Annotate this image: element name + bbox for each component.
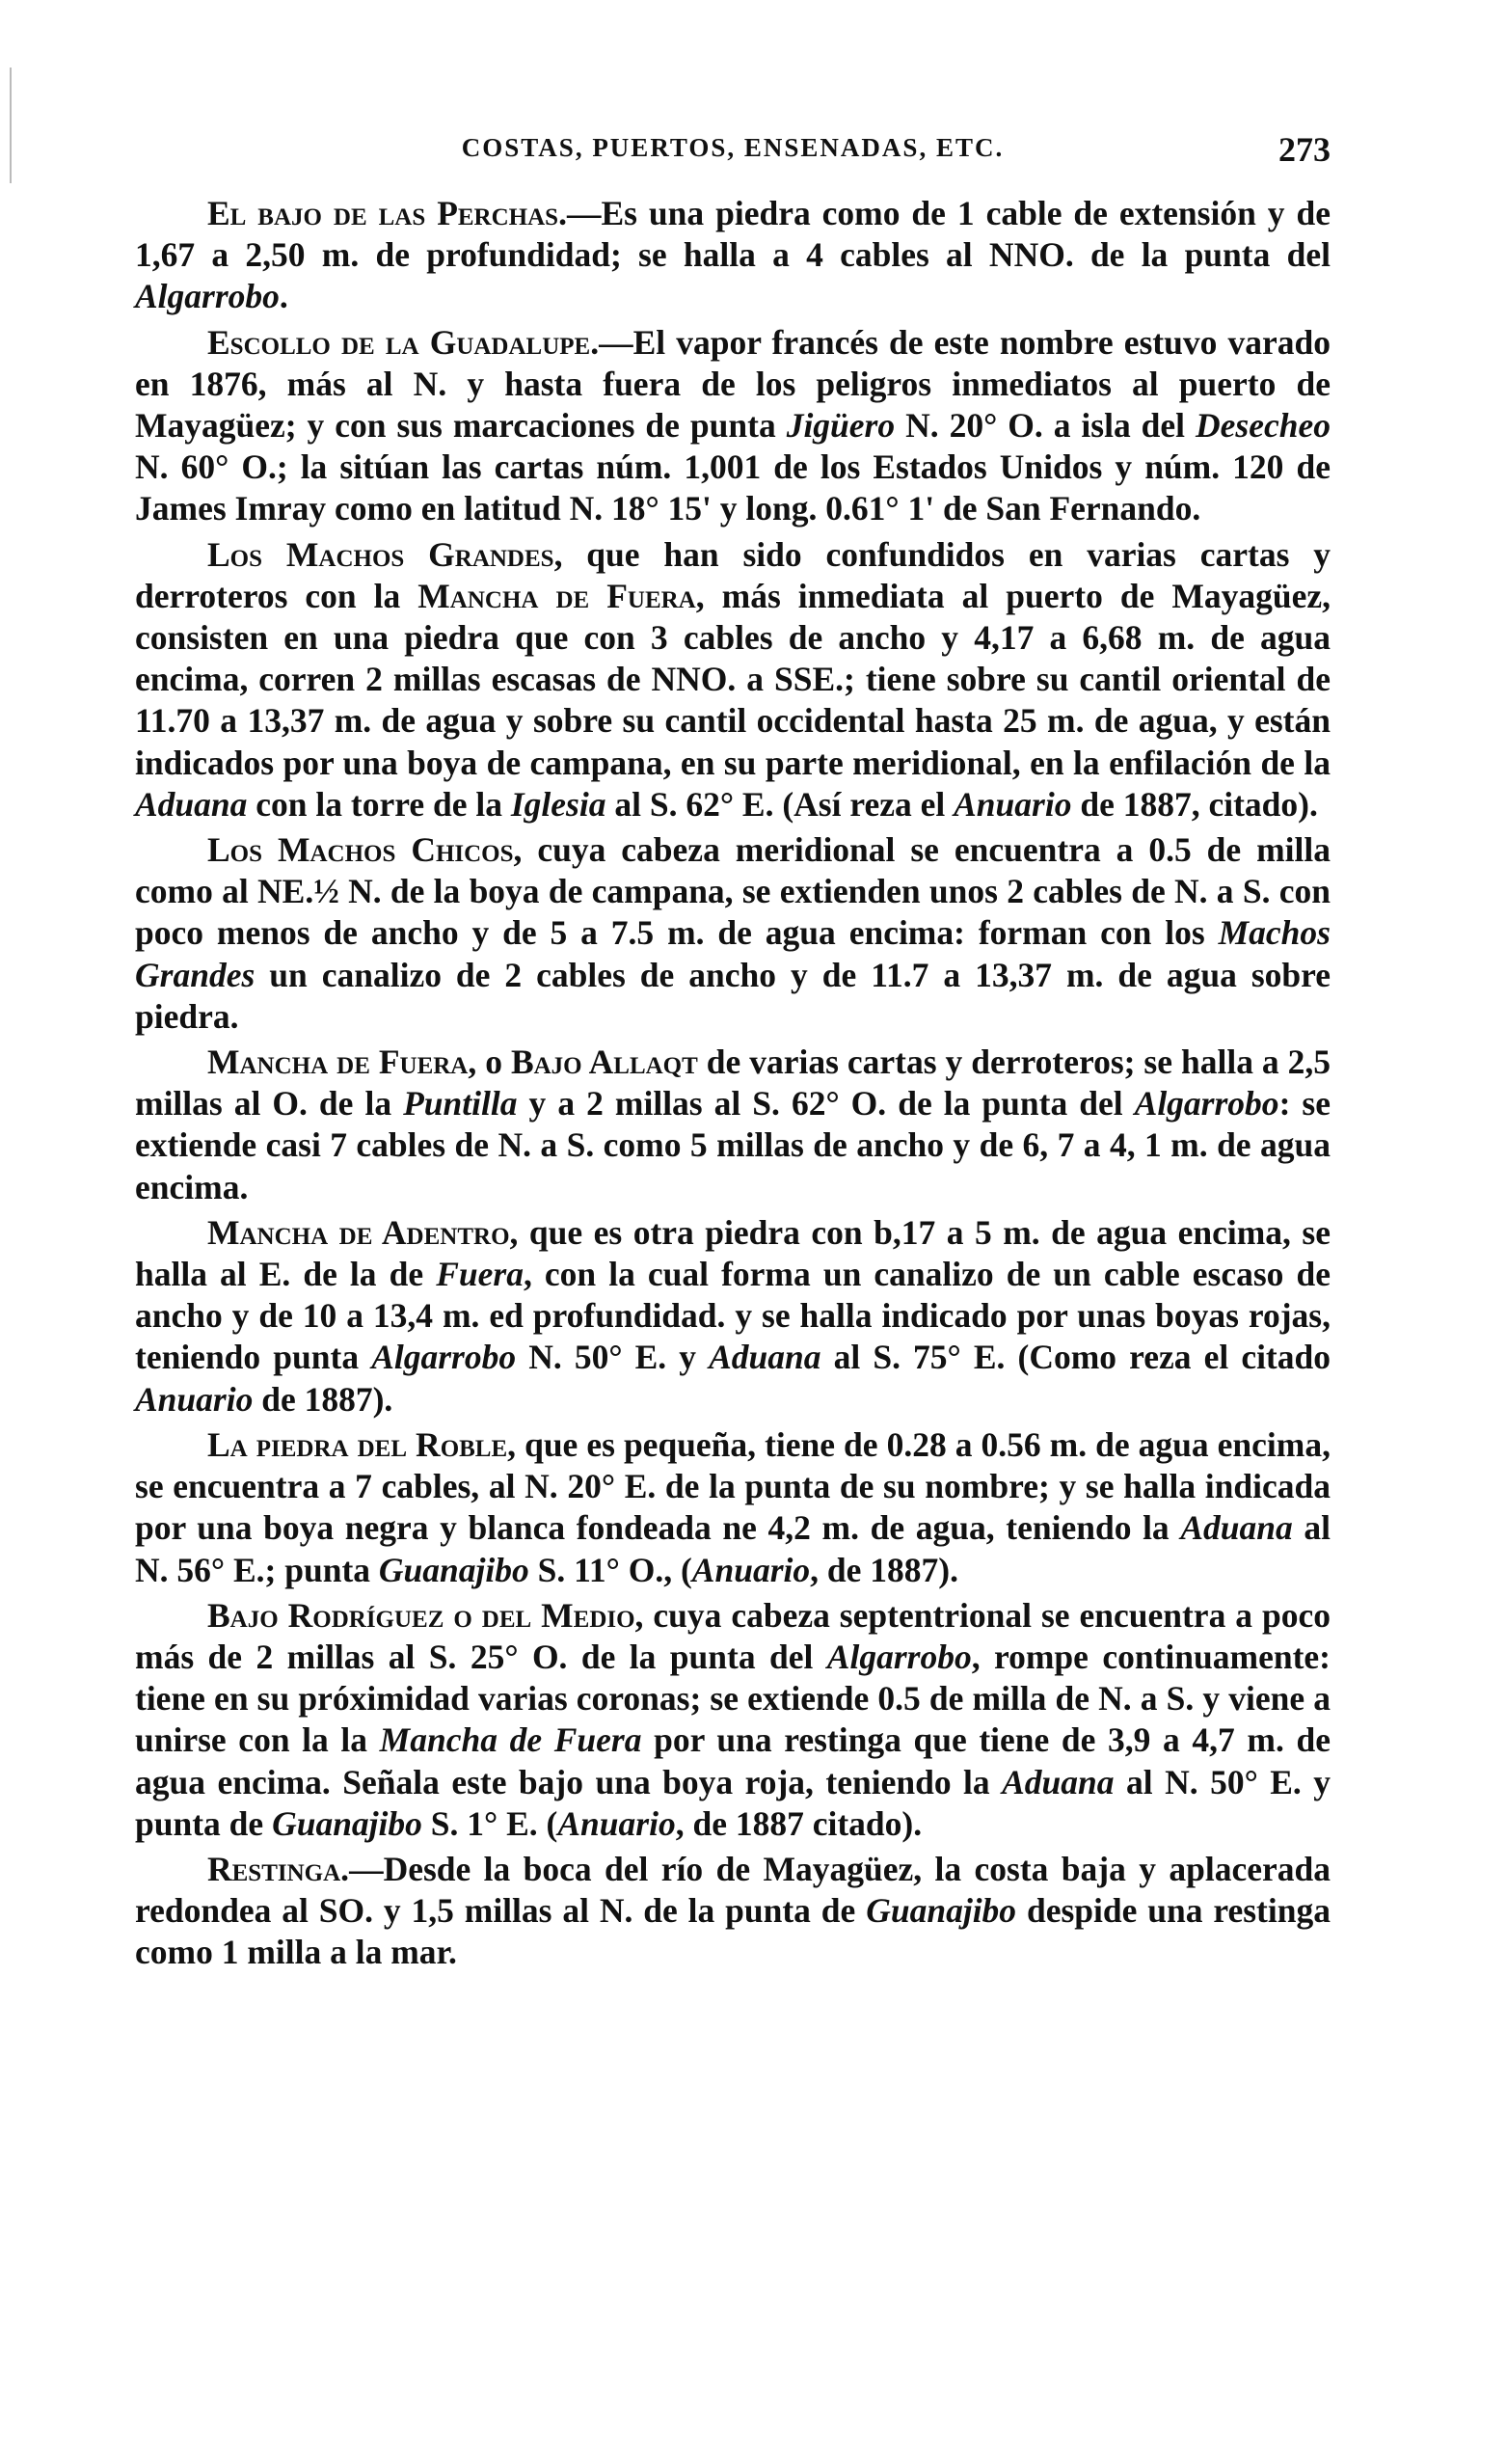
italic-term: Puntilla: [403, 1084, 518, 1124]
paragraph-text: , de 1887 citado).: [675, 1803, 923, 1843]
paragraph-text: de 1887, citado).: [1071, 784, 1318, 824]
paragraph-text: despide una restinga como 1 milla a la mar.: [135, 1891, 1331, 1972]
paragraph-text: , cuya cabeza septentrional se encuentra a poco más de 2 millas al S. 25° O. de la punta del: [135, 1595, 1331, 1676]
paragraph: [135, 193, 1331, 318]
italic-term: Anuario: [557, 1803, 676, 1843]
paragraph-text: —Desde la boca del río de Mayagüez, la costa baja y aplacerada redondea al SO. y 1,5 millas al N. de la punta de: [135, 1849, 1331, 1931]
page-number: 273: [1278, 130, 1331, 169]
paragraph-text: al N. 50° E. y punta de: [135, 1762, 1331, 1843]
section-heading: Restinga.: [207, 1849, 350, 1888]
italic-term: Aduana: [1180, 1508, 1293, 1548]
italic-term: Aduana: [1002, 1762, 1115, 1801]
paragraph-text: —Es una piedra como de 1 cable de extensión y de 1,67 a 2,50 m. de profundidad; se halla a 4 cables al NNO. de la punta del: [135, 194, 1331, 275]
italic-term: Anuario: [954, 784, 1072, 824]
paragraph-text: , rompe continuamente: tiene en su próximidad varias coronas; se extiende 0.5 de milla de N. a S. y viene a unirse con la la: [135, 1637, 1331, 1760]
paragraph-text: : se extiende casi 7 cables de N. a S. como 5 millas de ancho y de 6, 7 a 4, 1 m. de agua encima.: [135, 1084, 1331, 1206]
paragraph-text: , con la cual forma un canalizo de un cable escaso de ancho y de 10 a 13,4 m. ed profundidad. y se halla indicado por unas boyas rojas, teniendo punta: [135, 1255, 1331, 1377]
paragraph-text: S. 1° E. (: [421, 1803, 558, 1843]
paragraph-text: , que es pequeña, tiene de 0.28 a 0.56 m. de agua encima, se encuentra a 7 cables, al N. 20° E. de la punta de su nombre; y se halla indicada por una boya negra y blanca fondeada ne 4,2 m. de agua, teniendo la: [135, 1424, 1331, 1548]
italic-term: Jigüero: [786, 406, 896, 446]
paragraph: [135, 534, 1331, 826]
section-heading: Bajo Allaqt: [510, 1042, 698, 1082]
paragraph-text: de 1887).: [253, 1379, 393, 1419]
italic-term: Guanajibo: [378, 1550, 529, 1589]
paragraph: [135, 322, 1331, 530]
paragraph: [135, 1849, 1331, 1974]
section-heading: Mancha de Adentro: [207, 1212, 510, 1252]
paragraph-text: N. 50° E. y: [516, 1338, 710, 1377]
paragraph-text: —El vapor francés de este nombre estuvo varado en 1876, más al N. y hasta fuera de los peligros inmediatos al puerto de Mayagüez; y con sus marcaciones de punta: [135, 322, 1331, 446]
italic-term: Guanajibo: [272, 1803, 422, 1843]
section-heading: Escollo de la Guadalupe.: [207, 322, 600, 362]
italic-term: Algarrobo: [371, 1338, 517, 1377]
section-heading: La piedra del Roble: [207, 1424, 508, 1464]
section-heading: Los Machos Chicos: [207, 830, 514, 870]
paragraph-text: , cuya cabeza meridional se encuentra a 0.5 de milla como al NE.½ N. de la boya de campana, se extienden unos 2 cables de N. a S. con poco menos de ancho y de 5 a 7.5 m. de agua encima: forman con los: [135, 830, 1331, 953]
italic-term: Fuera: [436, 1255, 524, 1294]
italic-term: Mancha de Fuera: [379, 1720, 642, 1760]
scan-edge-line: [10, 68, 12, 183]
paragraph-text: al S. 62° E. (Así reza el: [605, 784, 955, 824]
paragraph: [135, 829, 1331, 1038]
section-heading: Mancha de Fuera: [207, 1042, 469, 1082]
section-heading: Bajo Rodríguez o del Medio: [207, 1595, 635, 1635]
paragraph: [135, 1212, 1331, 1421]
paragraph-text: , de 1887).: [810, 1550, 958, 1589]
paragraph-text: N. 60° O.; la sitúan las cartas núm. 1,001 de los Estados Unidos y núm. 120 de James Imray como en latitud N. 18° 15' y long. 0.61° 1' de San Fernando.: [135, 447, 1331, 528]
paragraph-text: , o: [468, 1042, 511, 1082]
paragraph-text: S. 11° O., (: [528, 1550, 692, 1589]
italic-term: Anuario: [691, 1550, 811, 1589]
paragraph-text: al S. 75° E. (Como reza el citado: [820, 1338, 1331, 1377]
paragraph-text: con la torre de la: [247, 784, 511, 824]
running-head: COSTAS, PUERTOS, ENSENADAS, ETC.: [461, 133, 1005, 162]
section-heading: Los Machos Grandes: [207, 534, 554, 574]
italic-term: Desecheo: [1196, 406, 1331, 446]
paragraph-text: .: [279, 277, 288, 316]
paragraph-text: un canalizo de 2 cables de ancho y de 11.7 a 13,37 m. de agua sobre piedra.: [135, 955, 1331, 1036]
paragraph-text: de varias cartas y derroteros; se halla a 2,5 millas al O. de la: [135, 1042, 1331, 1124]
paragraph: [135, 1424, 1331, 1591]
section-heading: El bajo de las Perchas.: [207, 194, 567, 232]
paragraph-text: , que han sido confundidos en varias cartas y derroteros con la: [135, 534, 1331, 615]
italic-term: Iglesia: [510, 784, 606, 824]
italic-term: Algarrobo: [1134, 1084, 1279, 1124]
paragraph-text: , más inmediata al puerto de Mayagüez, consisten en una piedra que con 3 cables de ancho y 4,17 a 6,68 m. de agua encima, corren 2 millas escasas de NNO. a SSE.; tiene sobre su cantil oriental de 11.70 a 13,37 m. de agua y sobre su cantil occidental hasta 25 m. de agua, y están indicados por una boya de campana, en su parte meridional, en la enfilación de la: [135, 576, 1331, 782]
italic-term: Algarrobo: [826, 1637, 972, 1676]
paragraph-text: N. 20° O. a isla del: [895, 406, 1197, 446]
paragraph: [135, 1042, 1331, 1208]
paragraph-text: por una restinga que tiene de 3,9 a 4,7 m. de agua encima. Señala este bajo una boya roja, teniendo la: [135, 1720, 1331, 1801]
paragraph: [135, 1595, 1331, 1845]
page-header: [135, 130, 1331, 181]
paragraph-text: y a 2 millas al S. 62° O. de la punta del: [517, 1084, 1135, 1124]
italic-term: Aduana: [135, 784, 248, 824]
section-heading: Mancha de Fuera: [417, 576, 696, 615]
italic-term: Anuario: [135, 1379, 254, 1419]
page-body: [135, 193, 1331, 1978]
paragraph-text: al N. 56° E.; punta: [135, 1508, 1331, 1589]
italic-term: Machos Grandes: [135, 913, 1331, 994]
italic-term: Algarrobo: [135, 277, 280, 316]
italic-term: Guanajibo: [866, 1891, 1017, 1931]
paragraph-text: , que es otra piedra con b,17 a 5 m. de agua encima, se halla al E. de la de: [135, 1212, 1331, 1294]
italic-term: Aduana: [709, 1338, 821, 1377]
